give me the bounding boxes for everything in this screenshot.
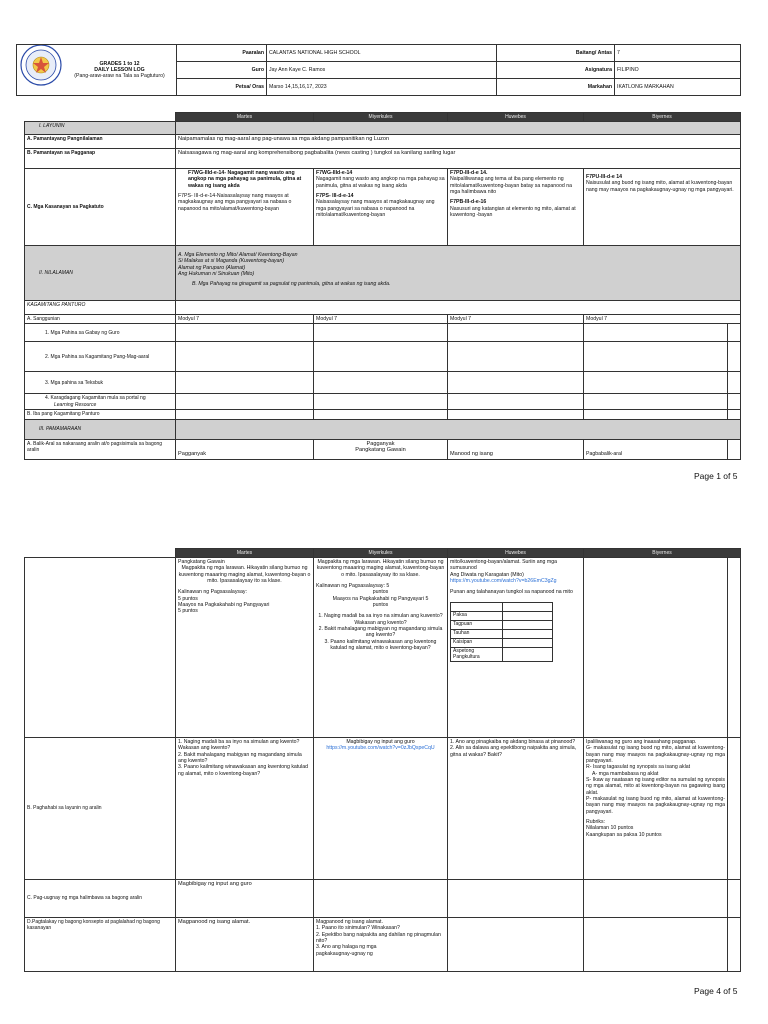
r2-miyerkules: [314, 738, 448, 880]
k-miy-1: F7WG-IIId-e-14: [316, 170, 353, 176]
pt-biyernes: [584, 918, 728, 972]
r1-miy-2: Kalinawan ng Pagsasalaysay: 5: [316, 583, 390, 590]
r1-huw-1: mito/kuwentong-bayan/alamat. Suriin ang mga sumusunod: [450, 559, 557, 572]
modyul-biyernes: Modyul 7: [584, 315, 741, 324]
petsa-label: Petsa/ Oras: [177, 79, 267, 96]
elements-answer: [503, 611, 553, 620]
elements-cell: Tauhan: [451, 629, 503, 638]
elements-answer: [503, 638, 553, 647]
k-huw-2: Naipaliliwanag ang tema at iba pang elemento ng mito/alamat/kuwentong-bayan batay sa napanood na mga halimbawa nito: [450, 176, 572, 196]
ba-miy-2: Pangkatang Gawain: [355, 447, 406, 454]
pt-extra: [728, 918, 741, 972]
paaralan-label: Paaralan: [177, 45, 267, 62]
elements-row: [451, 629, 553, 638]
modyul-miyerkules: Modyul 7: [314, 315, 448, 324]
pu-martes: Magbibigay ng input ang guro: [176, 880, 314, 918]
paaralan-value: CALANTAS NATIONAL HIGH SCHOOL: [267, 45, 497, 62]
r1-martes-3: Kalinawan ng Pagsasalaysay:: [178, 589, 247, 596]
modyul-martes: Modyul 7: [176, 315, 314, 324]
nil-5: B. Mga Pahayag na ginagamit sa pagsulat ng panimula, gitna at wakas ng isang akda.: [192, 281, 391, 288]
r1-huw-3: Punan ang talahanayan tungkol sa napanood na mito: [450, 589, 573, 596]
header-table: [16, 44, 741, 96]
kasanayan-label: C. Mga Kasanayan sa Pagkatuto: [25, 169, 176, 246]
r1-miy-5: puntos: [372, 602, 389, 609]
elements-cell: Paksa: [451, 611, 503, 620]
r2-biy-7: Rubriks:: [586, 819, 606, 826]
k-martes-2: F7PS- III-d-e-14-Naisasalaysay nang maayos at magkakaugnay ang mga pangyayari sa nabasa o napanood na mito/alamat/kuwentong-bayan: [178, 193, 292, 212]
kasanayan-miyerkules: [314, 169, 448, 246]
r1-extra: [728, 558, 741, 738]
day-header-huwebes-p4: Huwebes: [448, 549, 584, 558]
r1-martes-4: 5 puntos: [178, 595, 198, 602]
teksbuk-miyerkules: [314, 372, 448, 394]
elements-header-1: [451, 602, 503, 611]
iba-pang-extra: [728, 410, 741, 419]
nilalaman-content: [176, 246, 741, 301]
day-header-huwebes: Huwebes: [448, 113, 584, 122]
r1-martes-5: Maayos na Pagkakahabi ng Pangyayari: [178, 602, 270, 609]
kagamitang-panturo-label: KAGAMITANG PANTURO: [25, 301, 176, 315]
modyul-huwebes: Modyul 7: [448, 315, 584, 324]
petsa-value: Marso 14,15,16,17, 2023: [267, 79, 497, 96]
main-table-page4: [24, 548, 741, 972]
r1-miy-9: 3. Paano kailmitang winawakasan ang kwentong katulad ng alamat, mito o kwentong-bayan?: [324, 638, 437, 652]
r1-martes-6: 5 puntos: [178, 608, 198, 615]
day-header-biyernes: Biyernes: [584, 113, 741, 122]
corner-cell-p4: [25, 549, 176, 558]
r1-miy-3: puntos: [372, 589, 389, 596]
elements-cell: Tagpuan: [451, 620, 503, 629]
gabay-martes: [176, 324, 314, 342]
page-number-4: Page 4 of 5: [694, 986, 738, 996]
r1-biyernes: [584, 558, 728, 738]
teksbuk-extra: [728, 372, 741, 394]
asignatura-label: Asignatura: [497, 62, 615, 79]
ba-miy-1: Pagganyak: [366, 440, 395, 447]
day-header-biyernes-p4: Biyernes: [584, 549, 741, 558]
iba-pang-huwebes: [448, 410, 584, 419]
gabay-biyernes: [584, 324, 728, 342]
k-huw-1: F7PD-III-d-e 14.: [450, 170, 488, 176]
corner-cell: [25, 113, 176, 122]
kagamitang-panturo-row: [176, 301, 741, 315]
pagtalakay-label: D.Pagtalakay ng bagong konsepto at paglalahad ng bagong kasanayan: [25, 918, 176, 972]
elements-answer: [503, 629, 553, 638]
elements-row: [451, 611, 553, 620]
kasanayan-biyernes: [584, 169, 741, 246]
pagugnay-label: C. Pag-uugnay ng mga halimbawa sa bagong aralin: [25, 880, 176, 918]
log-title: [17, 45, 177, 96]
teksbuk-label: 3. Mga pahina sa Teksbuk: [25, 372, 176, 394]
kagamitang-pang-biyernes: [584, 342, 728, 372]
r1-martes: [176, 558, 314, 738]
pu-biyernes: [584, 880, 728, 918]
r2-biy-2: G- makasulat ng isang buod ng mito, alamat at kuwentong-bayan nang may maayos na pagkakaugnay-ugnay ng mga pangyayari.: [586, 745, 725, 765]
pu-miyerkules: [314, 880, 448, 918]
r2-biy-3: R- Isang tagasulat ng synopsis sa isang aklat: [586, 764, 691, 771]
kagamitang-pang-label: 2. Mga Pahina sa Kagamitang Pang-Mag-aaral: [25, 342, 176, 372]
r1-miy-4: Maayos na Pagkakahabi ng Pangyayari 5: [332, 595, 429, 602]
pamantayan-pag-label: B. Pamantayan sa Pagganap: [25, 149, 176, 169]
kagamitang-pang-extra: [728, 342, 741, 372]
baitang-label: Baitang/ Antas: [497, 45, 615, 62]
iba-pang-miyerkules: [314, 410, 448, 419]
log-title-3: (Pang-araw-araw na Tala sa Pagtuturo): [74, 73, 165, 79]
kasanayan-huwebes: [448, 169, 584, 246]
day-header-miyerkules: Miyerkules: [314, 113, 448, 122]
layunin-grey-row: [176, 122, 741, 135]
r1-miy-1: Magpakita ng mga larawan. Hikayatin silang bumuo ng kuwentong maaaring maging alamat, kuwentong-bayan o mito. Ipasasalaysay ito sa klase.: [316, 559, 445, 578]
section-pamamaraan: III. PAMAMARAAN: [25, 419, 176, 439]
r2-biy-9: Kaangkupan sa paksa 10 puntos: [586, 831, 662, 838]
elements-cell: Kaisipan: [451, 638, 503, 647]
log-title-2: DAILY LESSON LOG: [94, 67, 145, 73]
r1-label: [25, 558, 176, 738]
karagdagang-miyerkules: [314, 394, 448, 410]
baitang-value: 7: [615, 45, 741, 62]
ba-biyernes: Pagbabalik-aral: [584, 439, 728, 459]
elements-row: [451, 620, 553, 629]
pamantayang-pang-value: Naipamamalas ng mag-aaral ang pag-unawa sa mga akdang pampanitikan ng Luzon: [176, 135, 741, 149]
k-martes-1: F7WG-IIId-e-14- Nagagamit nang wasto ang angkop na mga pahayag sa panimula, gitna at wakas ng isang akda: [188, 170, 302, 189]
elements-row: [451, 638, 553, 647]
nil-2: Si Malakas at si Maganda (Kuwentong-bayan): [178, 258, 285, 265]
k-huw-3: F7PB-III-d-e-16: [450, 199, 487, 206]
r1-miy-8: 2. Bakit mahalagang mabigyan ng magandang simula ang kwento?: [318, 626, 443, 639]
r2-extra: [728, 738, 741, 880]
r2-biy-8: Nilalaman 10 puntos: [586, 825, 634, 832]
pamantayan-pag-value: Naisasagawa ng mag-aaral ang komprehensibong pagbabalita (news casting ) tungkol sa kanilang sariling lugar: [176, 149, 741, 169]
pamamaraan-grey-row: [176, 419, 741, 439]
r2-huwebes: 1. Ano ang pinagkaiba ng akdang binasa at pinanood? 2. Alin sa dalawa ang epektibong naipakita ang simula, gitna at wakas? Bakit?: [448, 738, 584, 880]
r1-huwebes: [448, 558, 584, 738]
nil-3: Alamat ng Paruparo (Alamat): [178, 264, 246, 271]
elements-answer: [503, 620, 553, 629]
elements-table: [450, 602, 553, 662]
main-table-page1: [24, 112, 741, 460]
page-number-1: Page 1 of 5: [694, 471, 738, 481]
karagdagang-extra: [728, 394, 741, 410]
r1-miy-6: 1. Naging madali ba sa inyo na simulan ang kuwento?: [318, 613, 443, 620]
r1-martes-1: Pangkatang Gawain: [178, 559, 225, 565]
k-miy-4: Naisasalaysay nang maayos at magkakaugnay ang mga pangyayari sa nabasa o napanood na mito/alamat/kuwentong-bayan: [316, 199, 435, 219]
karagdagang-huwebes: [448, 394, 584, 410]
iba-pang-label: B. Iba pang Kagamitang Panturo: [25, 410, 176, 419]
k-miy-2: Nagagamit nang wasto ang angkop na mga pahayag sa panimula, gitna at wakas ng isang akda: [316, 176, 445, 189]
elements-answer: [503, 647, 553, 661]
iba-pang-biyernes: [584, 410, 728, 419]
karagdagang-martes: [176, 394, 314, 410]
karagdagang-label: [25, 394, 176, 410]
pamantayang-pang-label: A. Pamantayang Pangnilalaman: [25, 135, 176, 149]
r2-martes: 1. Naging madali ba sa inyo na simulan ang kwento? Wakasan ang kwento? 2. Bakit mahalagang mabigyan ng magandang simula ang kwento? 3. Paano kailmitang winawakasan ang kwentong katulad ng alamat, mito o kwentong-bayan?: [176, 738, 314, 880]
kagamitang-pang-miyerkules: [314, 342, 448, 372]
day-header-martes-p4: Martes: [176, 549, 314, 558]
elements-cell: Aspetong Pangkultura: [451, 647, 503, 661]
r1-huw-link[interactable]: https://m.youtube.com/watch?v=b26EmC3gZg: [450, 578, 557, 585]
gabay-extra: [728, 324, 741, 342]
sanggunian-label: A. Sanggunian: [25, 315, 176, 324]
k-biy-2: Naisusulat ang buod ng isang mito, alamat at kuwentong-bayan nang may maayos na pagkakaugnay-ugnay ng mga pangyayari.: [586, 180, 734, 193]
day-header-miyerkules-p4: Miyerkules: [314, 549, 448, 558]
gabay-miyerkules: [314, 324, 448, 342]
kagamitang-pang-huwebes: [448, 342, 584, 372]
log-title-1: GRADES 1 to 12: [99, 61, 140, 67]
r1-huw-2: Ang Diwata ng Karagatan (Mito): [450, 571, 524, 578]
nil-4: Ang Hukuman ni Sinukuan (Mito): [178, 271, 255, 278]
elements-row: [451, 647, 553, 661]
kasanayan-martes: [176, 169, 314, 246]
k-miy-3: F7PS- III-d-e-14: [316, 193, 354, 200]
teksbuk-huwebes: [448, 372, 584, 394]
section-nilalaman: II. NILALAMAN: [25, 246, 176, 301]
elements-header-2: [503, 602, 553, 611]
ba-huwebes: Manood ng isang: [448, 439, 584, 459]
gabay-label: 1. Mga Pahina sa Gabay ng Guro: [25, 324, 176, 342]
pt-martes: Magpanood ng isang alamat.: [176, 918, 314, 972]
k-huw-4: Nasusuri ang katangian at elemento ng mito, alamat at kuwentong -bayan: [450, 205, 576, 219]
ba-miyerkules: [314, 439, 448, 459]
markahan-value: IKATLONG MARKAHAN: [615, 79, 741, 96]
guro-label: Guro: [177, 62, 267, 79]
balik-aral-label: A. Balik-Aral sa nakaraang aralin at/o pagsisimula sa bagong aralin: [25, 439, 176, 459]
r1-martes-2: Magpakita ng mga larawan. Hikayatin silang bumuo ng kuwentong maaaring maging alamat, kuwentong-bayan o mito. Ipasasalaysay ito sa klase.: [178, 565, 311, 585]
r1-miy-7: Wakasan ang kwento?: [354, 619, 407, 626]
r2-miy-1: Magbibigay ng input ang guro: [346, 739, 415, 745]
r2-biy-5: S- Ikaw ay naatasan ng isang editor na sumulat ng synopsis ng mga alamat, mito at kwentong-bayan na gagawing isang aklat.: [586, 777, 725, 796]
r2-biy-4: A- mga mambabasa ng aklat: [592, 770, 659, 777]
k-biy-1: F7PU-III-d-e 14: [586, 174, 623, 180]
r2-biy-6: P- makasulat ng isang buod ng mito, alamat at kuwentong-bayan nang may maayos na pagkakaugnay-ugnay ng mga pangyayari.: [586, 796, 725, 815]
teksbuk-martes: [176, 372, 314, 394]
asignatura-value: FILIPINO: [615, 62, 741, 79]
kagamitang-pang-martes: [176, 342, 314, 372]
ba-martes: Pagganyak: [176, 439, 314, 459]
pu-extra: [728, 880, 741, 918]
r1-miyerkules: [314, 558, 448, 738]
karagdagang-label-2: Learning Resource: [54, 401, 97, 408]
pt-huwebes: [448, 918, 584, 972]
markahan-label: Markahan: [497, 79, 615, 96]
iba-pang-martes: [176, 410, 314, 419]
nil-1: A. Mga Elemento ng Mito/ Alamat/ Kwentong-Bayan: [178, 252, 298, 258]
pt-miyerkules: Magpanood ng isang alamat. 1. Paano ito sinimulan? Winakasan? 2. Epektibo bang naipakita ang dahilan ng pinagmulan nito? 3. Ano ang halaga ng mga pagkakaugnay-ugnay ng: [314, 918, 448, 972]
r2-biyernes: [584, 738, 728, 880]
day-header-martes: Martes: [176, 113, 314, 122]
pu-huwebes: [448, 880, 584, 918]
guro-value: Jay Ann Kaye C. Ramos: [267, 62, 497, 79]
paghahabi-label: B. Paghahabi sa layunin ng aralin: [25, 738, 176, 880]
teksbuk-biyernes: [584, 372, 728, 394]
karagdagang-biyernes: [584, 394, 728, 410]
gabay-huwebes: [448, 324, 584, 342]
karagdagang-label-1: 4. Karagdagang Kagamitan mula sa portal ng: [45, 395, 146, 402]
section-layunin: I. LAYUNIN: [25, 122, 176, 135]
r2-biy-1: Ipaliliwanag ng guro ang inaasahang pagganap.: [586, 739, 697, 745]
elements-row: [451, 602, 553, 611]
ba-extra: [728, 439, 741, 459]
r2-miy-link[interactable]: https://m.youtube.com/watch?v=0zJbQspeCqU: [326, 745, 435, 752]
